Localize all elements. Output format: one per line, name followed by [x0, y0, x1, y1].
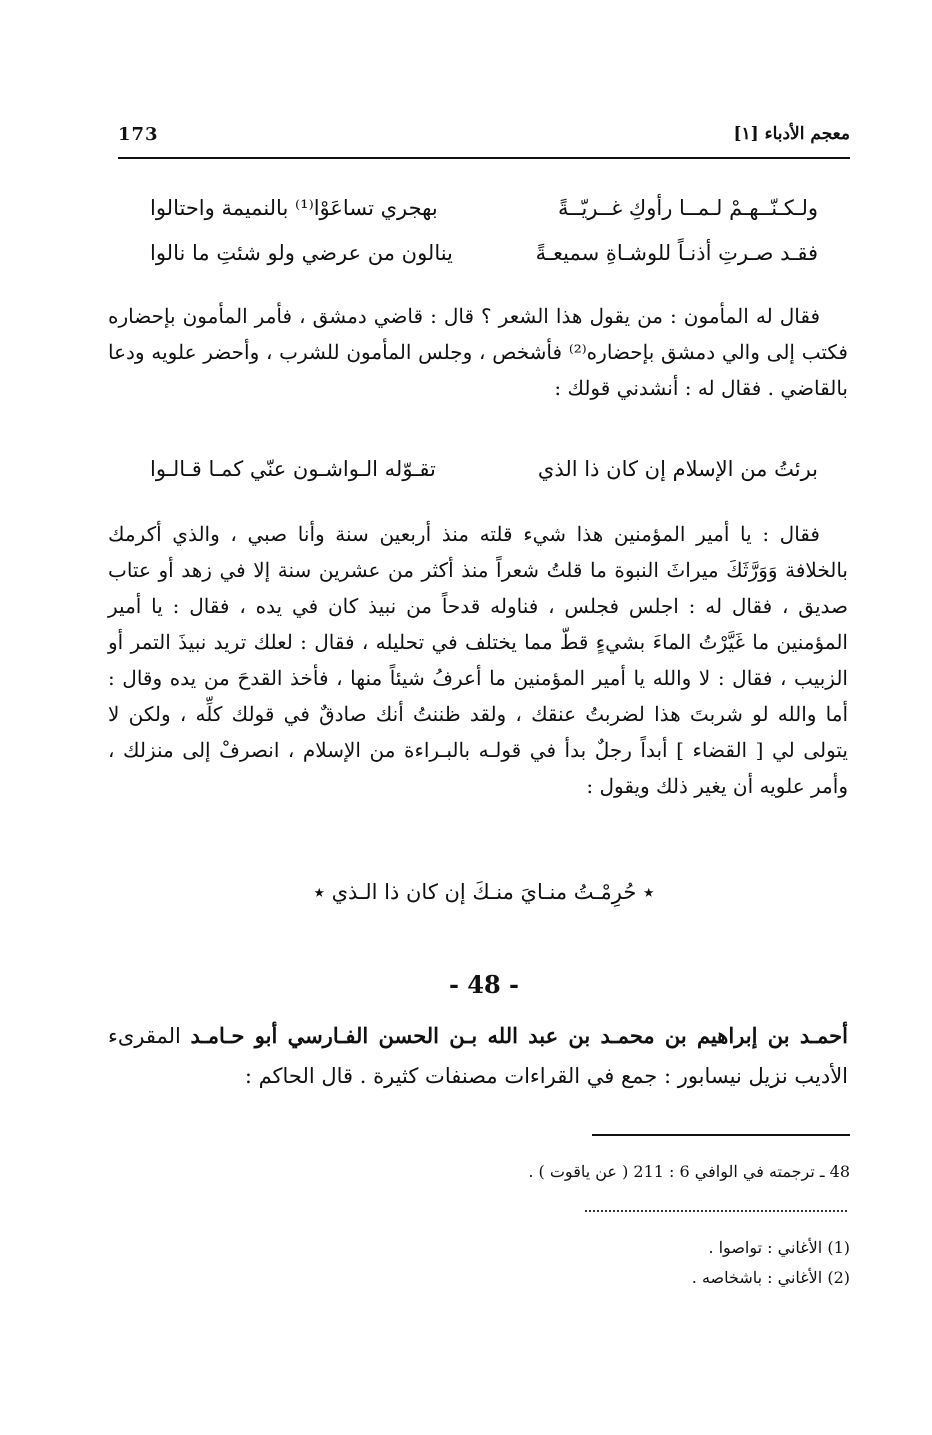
verse-hemistich-first: برئتُ من الإسلام إن كان ذا الذي [537, 457, 818, 481]
paragraph-mamun-question [108, 298, 848, 406]
footnote-entry-source: 48 ـ ترجمته في الوافي 6 : 211 ( عن ياقوت ) . [528, 1162, 850, 1181]
verse-hemistich-first: فقـد صـرتِ أذنـاً للوشـاةِ سميعـةً [535, 241, 818, 265]
footnote-rule [592, 1134, 850, 1136]
footnote-1: (1) الأغاني : تواصوا . [708, 1238, 850, 1257]
page-header [118, 124, 850, 152]
paragraph-text: فقال له المأمون : من يقول هذا الشعر ؟ قال : قاضي دمشق ، فأمر المأمون بإحضاره فكتب إلى والي دمشق بإحضاره⁽²⁾ فأشخص ، وجلس المأمون للشرب ، وأحضر علويه ودعا بالقاضي . فقال له : أنشدني قولك : [108, 304, 848, 400]
paragraph-text: فقال : يا أمير المؤمنين هذا شيء قلته منذ أربعين سنة وأنا صبي ، والذي أكرمك بالخلافة وَوَرَّثَكَ ميراثَ النبوة ما قلتُ شعراً منذ أكثر من عشرين سنة إلا في زهد أو عتاب صديق ، فقال له : اجلس فجلس ، فناوله قدحاً من نبيذ كان في يده ، فقال : يا أمير المؤمنين ما غَيَّرْتُ الماءَ بشيءٍ قطّ مما يختلف في تحليله ، فقال : لعلك تريد نبيذَ التمر أو الزبيب ، فقال : لا والله يا أمير المؤمنين ما أعرفُ شيئاً منها ، فأخذ القدحَ من يده وقال : أما والله لو شربتَ هذا لضربتُ عنقك ، ولقد ظننتُ أنك صادقٌ في قولك كلِّه ، ولكن لا يتولى لي [ القضاء ] أبداً رجلٌ بدأ في قولـه بالبـراءة من الإسلام ، انصرفْ إلى منزلك ، وأمر علويه أن يغير ذلك ويقول : [108, 522, 849, 798]
running-title: معجم الأدباء [١] [733, 124, 850, 144]
verse-hemistich-second: تقـوّله الـواشـون عنّي كمـا قـالـوا [150, 457, 436, 481]
footnote-2: (2) الأغاني : باشخاصه . [691, 1268, 850, 1287]
entry-text: المقرىء الأديب نزيل نيسابور : جمع في القراءات مصنفات كثيرة . قال الحاكم : [108, 1024, 848, 1088]
header-rule [118, 157, 850, 159]
verse-hemistich-second: بهجري تساعَوْا⁽¹⁾ بالنميمة واحتالوا [150, 196, 438, 220]
page-number: 173 [118, 124, 159, 145]
verse-revised-line: ٭ حُرِمْـتُ منـايَ منـكَ إن كان ذا الـذي ٭ [313, 880, 655, 904]
entry-biography [108, 1016, 848, 1096]
entry-name: أحمـد بن إبراهيم بن محمـد بن عبد الله بـن الحسن الفـارسي أبو حـامـد [190, 1023, 848, 1048]
footnote-dotted-separator [585, 1210, 847, 1212]
entry-number: - 48 - [448, 970, 520, 999]
verse-hemistich-second: ينالون من عرضي ولو شئتِ ما نالوا [150, 241, 453, 265]
verse-hemistich-first: ولـكـنّــهـمْ لـمــا رأوكِ غــريّــةً [557, 196, 818, 220]
paragraph-judge-answer [108, 516, 848, 804]
